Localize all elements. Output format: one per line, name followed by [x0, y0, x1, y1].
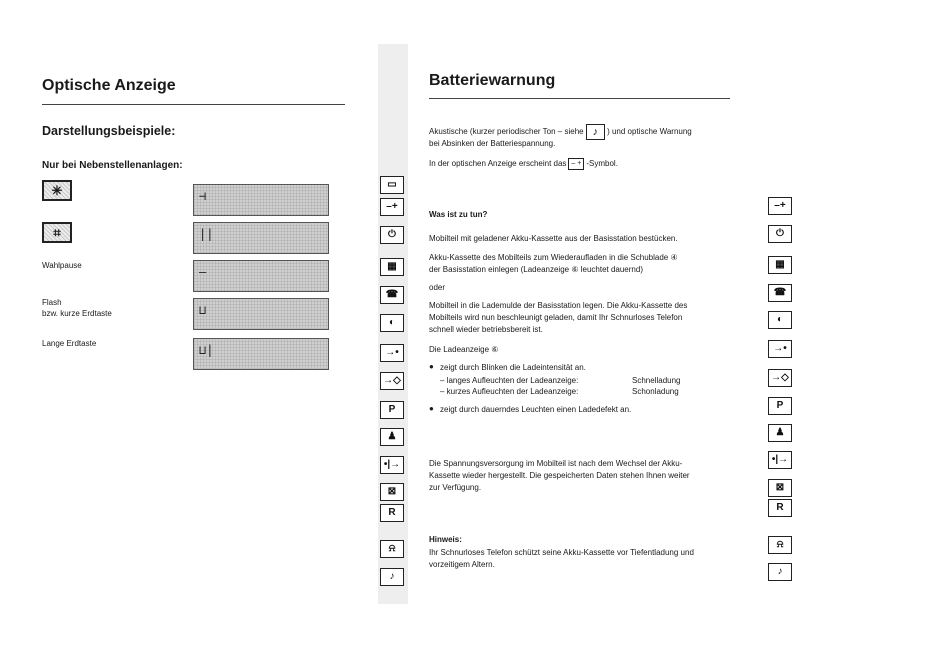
display-example: [193, 298, 329, 330]
oder-text: oder: [429, 283, 446, 292]
label-flash: Flash: [42, 298, 62, 307]
paragraph-4-line-3: zur Verfügung.: [429, 483, 482, 492]
intro-line-2: bei Absinken der Batteriespannung.: [429, 139, 556, 148]
intro-text-d: -Symbol.: [586, 159, 618, 169]
r-key-icon: R: [768, 499, 792, 517]
display-glyph: ||: [199, 227, 214, 241]
keypad-icon: ▦: [380, 258, 404, 276]
toggle-icon: ◐: [768, 311, 792, 329]
display-icon: ▭: [380, 176, 404, 194]
label-lange-erdtaste: Lange Erdtaste: [42, 339, 97, 348]
page-title: Batteriewarnung: [429, 72, 556, 89]
toggle-icon: ◐: [380, 314, 404, 332]
battery-icon: – +: [568, 158, 584, 170]
person-icon: ♟: [768, 424, 792, 442]
battery-icon: –+: [380, 198, 404, 216]
dot-bar-arrow-icon: •|→: [768, 451, 792, 469]
paragraph-3-line-3: schnell wieder betriebsbereit ist.: [429, 325, 543, 334]
display-glyph: ⊣: [199, 189, 207, 203]
page-title: Optische Anzeige: [42, 77, 176, 94]
hinweis-heading: Hinweis:: [429, 535, 462, 544]
battery-icon: –+: [768, 197, 792, 215]
dash-1-label: – langes Aufleuchten der Ladeanzeige:: [440, 376, 579, 385]
paragraph-3-line-1: Mobilteil in die Lademulde der Basisstation legen. Die Akku-Kassette des: [429, 301, 688, 310]
r-key-icon: R: [380, 504, 404, 522]
dash-2-value: Schonladung: [632, 387, 679, 396]
note-icon: ♪: [768, 563, 792, 581]
mute-icon: ⊠: [768, 479, 792, 497]
park-icon: P: [768, 397, 792, 415]
arrow-diamond-icon: →◇: [768, 369, 792, 387]
bell-icon: ⍾: [380, 540, 404, 558]
bullet-icon: ●: [429, 404, 434, 413]
person-icon: ♟: [380, 428, 404, 446]
bullet-icon: ●: [429, 362, 434, 371]
dash-2-label: – kurzes Aufleuchten der Ladeanzeige:: [440, 387, 579, 396]
mute-icon: ⊠: [380, 483, 404, 501]
park-icon: P: [380, 401, 404, 419]
title-divider: [429, 98, 730, 99]
display-example: [193, 184, 329, 216]
dash-1-value: Schnelladung: [632, 376, 681, 385]
display-example: [193, 338, 329, 370]
dot-bar-arrow-icon: •|→: [380, 456, 404, 474]
display-glyph: ⊔: [199, 303, 207, 317]
intro-text-b: ) und optische Warnung: [607, 127, 692, 137]
section-heading: Nur bei Nebenstellenanlagen:: [42, 160, 183, 171]
display-glyph: –: [199, 265, 207, 279]
arrow-diamond-icon: →◇: [380, 372, 404, 390]
bullet-2-text: zeigt durch dauerndes Leuchten einen Ladedefekt an.: [440, 405, 632, 414]
asterisk-key-icon: ✳: [42, 180, 72, 201]
right-page: [408, 44, 794, 604]
paragraph-4-line-1: Die Spannungsversorgung im Mobilteil ist nach dem Wechsel der Akku-: [429, 459, 683, 468]
keypad-icon: ▦: [768, 256, 792, 274]
title-divider: [42, 104, 345, 105]
note-icon: ♪: [380, 568, 404, 586]
handset-icon: ☎: [768, 284, 792, 302]
intro-line-3: [429, 158, 618, 170]
subtitle: Darstellungsbeispiele:: [42, 124, 176, 138]
paragraph-1: Mobilteil mit geladener Akku-Kassette aus der Basisstation bestücken.: [429, 234, 678, 243]
hash-key-icon: ⌗: [42, 222, 72, 243]
display-glyph: ⊔|: [199, 343, 214, 357]
power-icon: ⏻: [380, 226, 404, 244]
arrow-dot-icon: →•: [768, 340, 792, 358]
left-page: [28, 44, 378, 604]
intro-text-a: Akustische (kurzer periodischer Ton – siehe: [429, 127, 584, 137]
label-wahlpause: Wahlpause: [42, 261, 82, 270]
paragraph-3-line-2: Mobilteils wird nun beschleunigt geladen, damit Ihr Schnurloses Telefon: [429, 313, 683, 322]
paragraph-2-line-1: Akku-Kassette des Mobilteils zum Wiederaufladen in die Schublade ④: [429, 253, 678, 262]
power-icon: ⏻: [768, 225, 792, 243]
display-example: [193, 260, 329, 292]
arrow-dot-icon: →•: [380, 344, 404, 362]
paragraph-2-line-2: der Basisstation einlegen (Ladeanzeige ⑥ leuchtet dauernd): [429, 265, 643, 274]
handset-icon: ☎: [380, 286, 404, 304]
display-example: [193, 222, 329, 254]
hinweis-line-2: vorzeitigem Altern.: [429, 560, 495, 569]
paragraph-4-line-2: Kassette wieder hergestellt. Die gespeicherten Daten stehen Ihnen weiter: [429, 471, 690, 480]
hinweis-line-1: Ihr Schnurloses Telefon schützt seine Akku-Kassette vor Tiefentladung und: [429, 548, 694, 557]
label-flash-sub: bzw. kurze Erdtaste: [42, 309, 112, 318]
note-icon: ♪: [586, 124, 606, 140]
bell-icon: ⍾: [768, 536, 792, 554]
ladeanzeige-text: Die Ladeanzeige ⑥: [429, 345, 499, 354]
todo-heading: Was ist zu tun?: [429, 210, 488, 219]
bullet-1-text: zeigt durch Blinken die Ladeintensität an.: [440, 363, 586, 372]
intro-text-c: In der optischen Anzeige erscheint das: [429, 159, 567, 169]
